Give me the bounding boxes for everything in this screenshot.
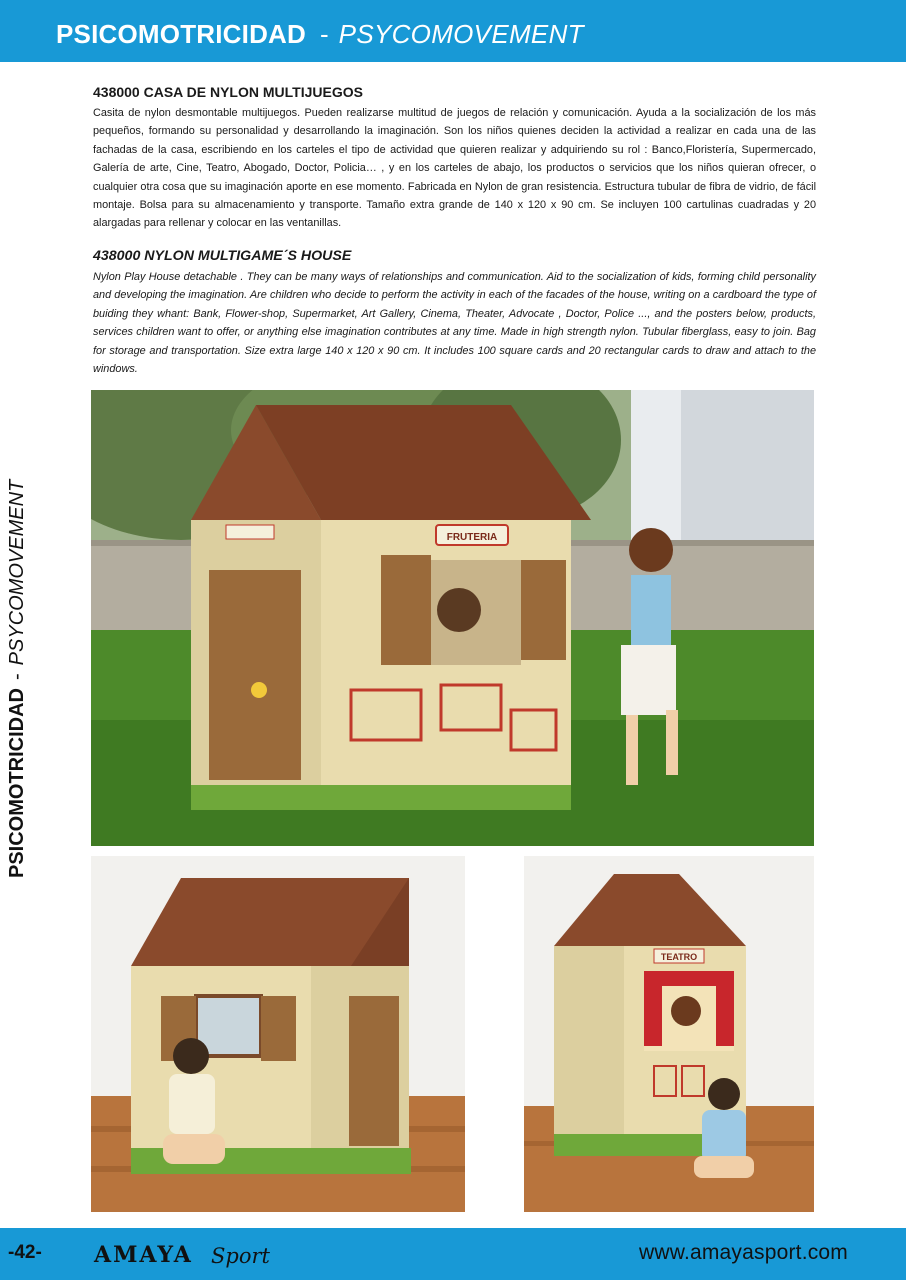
- page-number: -42-: [8, 1242, 42, 1263]
- product-photo-side: [524, 856, 814, 1212]
- title-es: PSICOMOTRICIDAD: [56, 19, 306, 49]
- product-photo-front: [91, 856, 465, 1212]
- product-block-en: [93, 248, 816, 378]
- product-photo-main: [91, 390, 814, 846]
- header-band: [0, 0, 906, 62]
- side-title-es: PSICOMOTRICIDAD: [6, 688, 28, 878]
- side-title: [6, 418, 29, 878]
- page-title: [56, 19, 584, 50]
- product-description-es: Casita de nylon desmontable multijuegos. Pueden realizarse multitud de juegos de relación y comunicación. Ayuda a la socialización de los más pequeños, formando su personalidad y desarrollando la imaginación. Son los niños quienes deciden la actividad a realizar en cada una de las fachadas de la casa, escribiendo en los carteles el tipo de actividad que quieren realizar y adquiriendo su rol : Banco,Floristería, Supermercado, Galería de arte, Cine, Teatro, Abogado, Doctor, Policia… , y en los carteles de abajo, los productos o servicios que los niños quieran ofrecer, o cualquier otra cosa que su imaginación aporte en ese momento. Fabricada en Nylon de gran resistencia. Estructura tubular de fibra de vidrio, de fácil montaje. Bolsa para su almacenamiento y transporte. Tamaño extra grande de 140 x 120 x 90 cm. Se incluyen 100 cartulinas cuadradas y 20 alargadas para rellenar y colocar en las ventanillas.: [93, 107, 816, 230]
- title-en: PSYCOMOVEMENT: [338, 19, 584, 49]
- brand-logo: [94, 1240, 274, 1270]
- product-description-en: Nylon Play House detachable . They can be many ways of relationships and communication. Aid to the socialization of kids, forming child personality and developing the imagination. Are children who decide to perform the activity in each of the facades of the house, writing on a cardboard the type of buiding they whant: Bank, Flower-shop, Supermarket, Art Gallery, Cinema, Theater, Advocate , Doctor, Police ..., and the posters below, products, services children want to offer, or anything else imagination contributes at any time. Made in high strength nylon. Tubular fiberglass, easy to join. Bag for storage and transportation. Size extra large 140 x 120 x 90 cm. It includes 100 square cards and 20 rectangular cards to draw and attach to the windows.: [93, 271, 816, 376]
- product-block-es: [93, 84, 816, 233]
- tent-sign-side: TEATRO: [660, 952, 698, 962]
- website-url[interactable]: www.amayasport.com: [639, 1241, 848, 1264]
- logo-brand-text: AMAYA: [94, 1242, 193, 1268]
- tent-sign-main: FRUTERIA: [446, 532, 498, 543]
- footer-band: [0, 1228, 906, 1280]
- logo-script-text: Sport: [211, 1244, 270, 1268]
- side-title-separator: -: [6, 673, 28, 680]
- side-title-en: PSYCOMOVEMENT: [6, 479, 28, 666]
- title-separator: -: [320, 19, 329, 49]
- product-heading-en: 438000 NYLON MULTIGAME´S HOUSE: [93, 248, 352, 264]
- product-heading-es: 438000 CASA DE NYLON MULTIJUEGOS: [93, 84, 363, 100]
